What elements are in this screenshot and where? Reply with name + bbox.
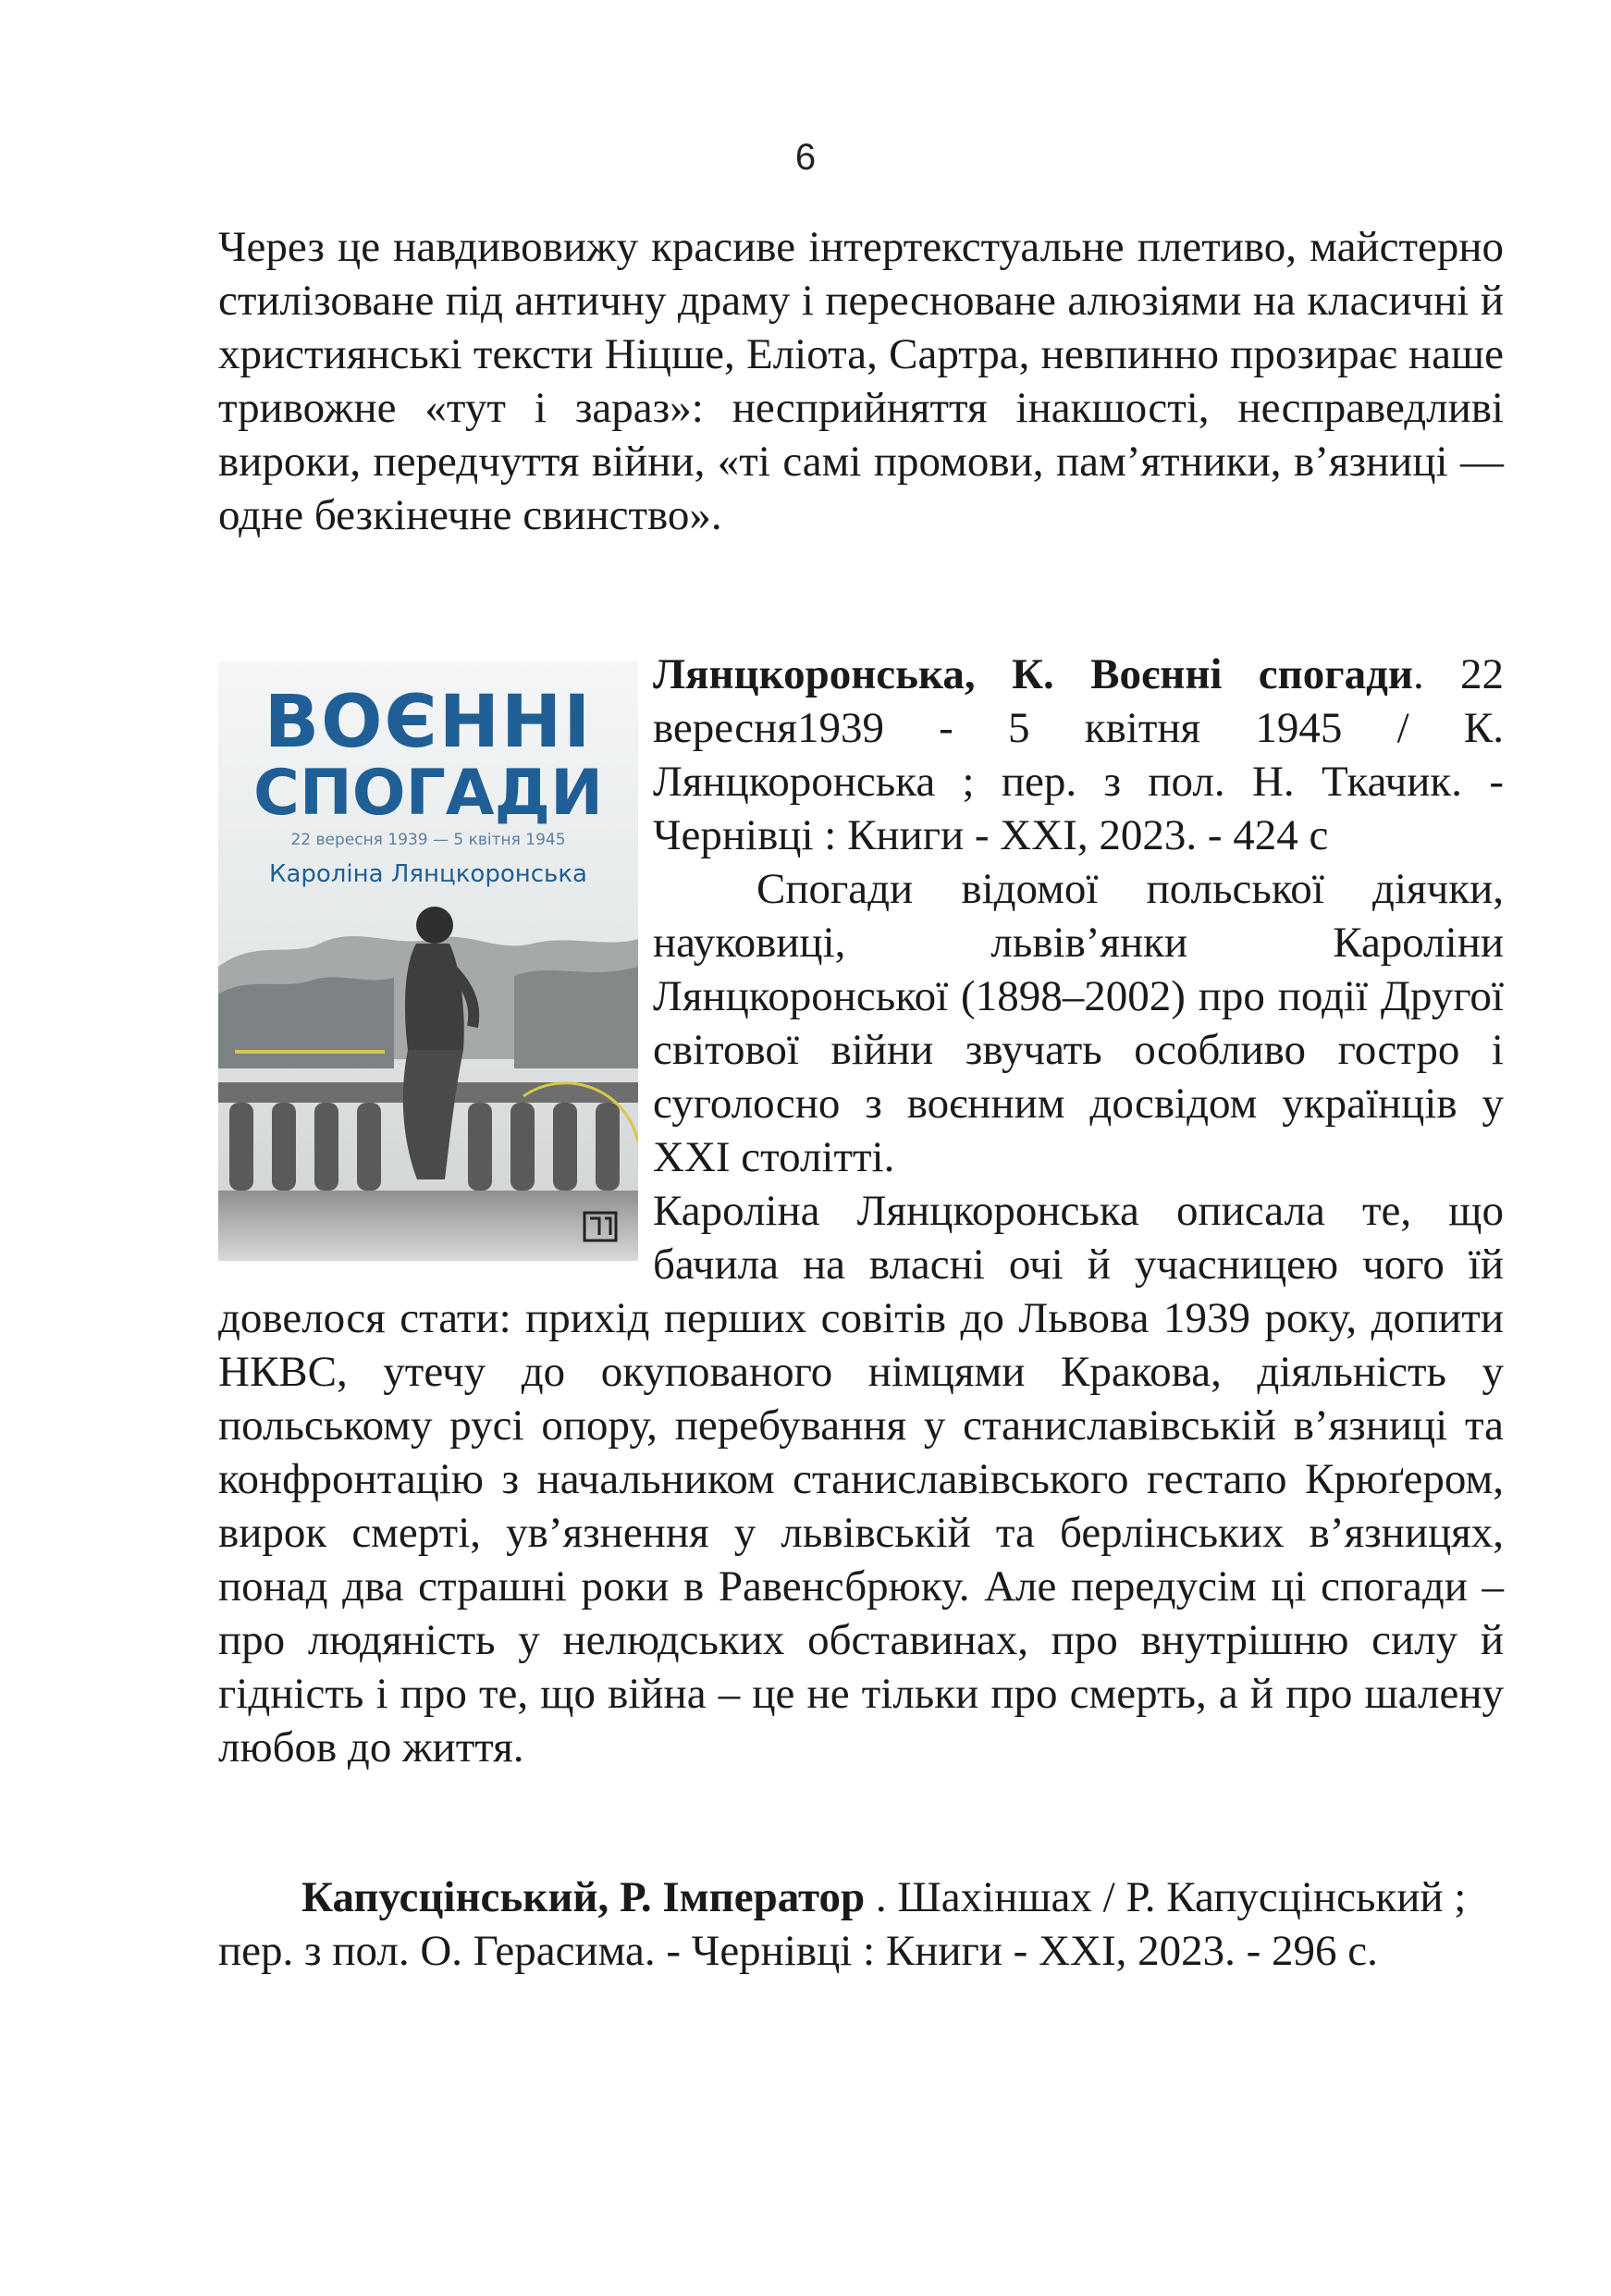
entry1-annotation-2: Кароліна Лянцкоронська описала те, що бачила на власні очі й учасницею чого їй довелося стати: прихід перших совітів до Львова 1939 року, допити НКВС, утечу до окупованого німцями Кракова, діяльність у польському русі опору, перебування у станиславівській в’язниці та конфронтацію з начальником станиславівського гестапо Крюґером, вирок смерті, ув’язнення у львівській та берлінських в’язницях, понад два страшні роки в Равенсбрюку. Але передусім ці спогади – про людяність у нелюдських обставинах, про внутрішню силу й гідність і про те, що війна – це не тільки про смерть, а й про шалену любов до життя. [218,1187,1504,1771]
cover-title-line2: СПОГАДИ [252,757,604,830]
cover-author: Кароліна Лянцкоронська [268,860,588,888]
page-number: 6 [794,137,817,178]
book-cover-image [218,661,638,1261]
entry2-biblio: . Шахіншах / Р. Капусцінський ; пер. з пол. О. Герасима. - Чернівці : Книги - ХХІ, 2023. - 296 с. [218,1873,1467,1975]
book-cover-float [218,661,653,1261]
entry2-title: Капусцінський, Р. Імператор [301,1873,866,1921]
book-entry-kapuscinski [218,1870,1504,1978]
cover-title-line1: ВОЄННІ [264,681,593,764]
book-entry-lanckoronska [218,648,1504,1774]
entry1-title: Лянцкоронська, К. Воєнні спогади [653,650,1413,698]
entry1-biblio: . 22 вересня1939 - 5 квітня 1945 / К. Лянцкоронська ; пер. з пол. Н. Ткачик. - Чернівці : Книги - ХХІ, 2023. - 424 с [653,650,1505,859]
cover-dates: 22 вересня 1939 — 5 квітня 1945 [290,831,566,849]
paragraph-intertext: Через це навдивовижу красиве інтертекстуальне плетиво, майстерно стилізоване під античну драму і пересноване алюзіями на класичні й християнські тексти Ніцше, Еліота, Сартра, невпинно прозирає наше тривожне «тут і зараз»: несприйняття інакшості, несправедливі вироки, передчуття війни, «ті самі промови, пам’ятники, в’язниці — одне безкінечне свинство». [218,223,1504,539]
entry1-annotation-1: Спогади відомої польської діячки, науковиці, львів’янки Кароліни Лянцкоронської (1898–2002) про події Другої світової війни звучать особливо гостро і суголосно з воєнним досвідом українців у ХХІ столітті. [653,865,1504,1181]
